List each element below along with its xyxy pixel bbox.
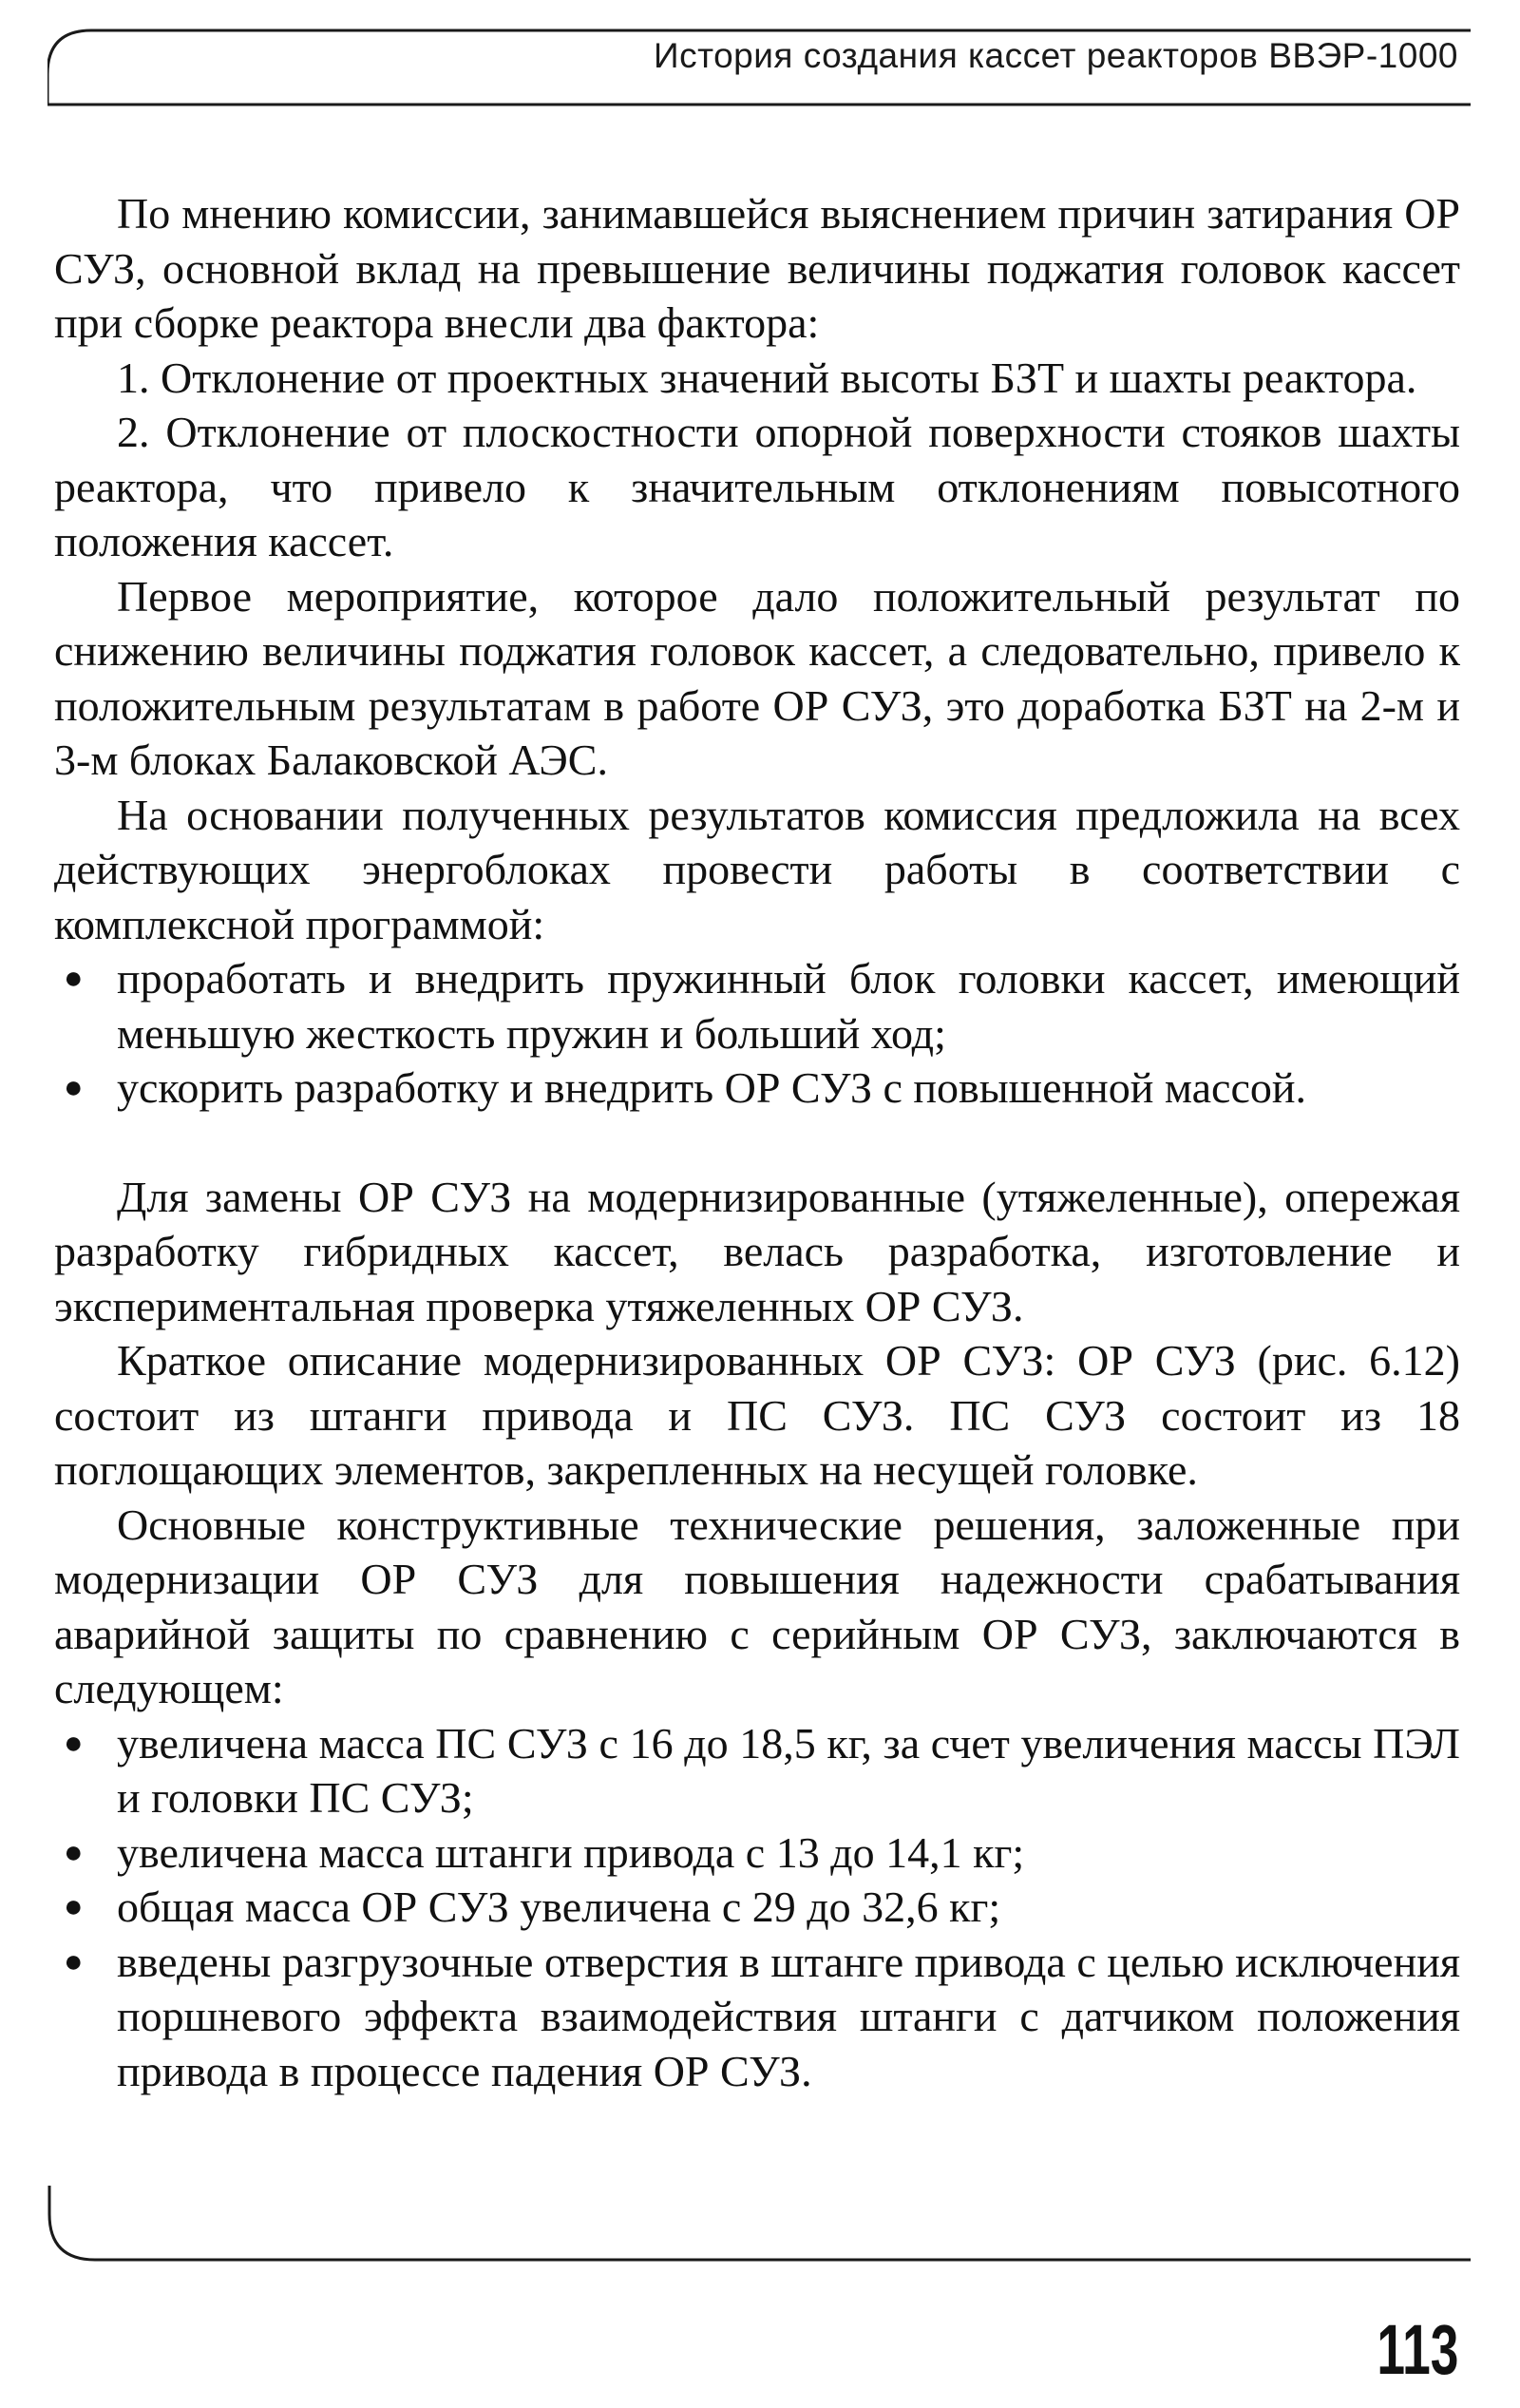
list-item: ● увеличена масса ПС СУЗ с 16 до 18,5 кг, за счет увеличения массы ПЭЛ и головки ПС СУЗ; (54, 1716, 1460, 1825)
list-item: ● проработать и внедрить пружинный блок головки кассет, имеющий меньшую жесткость пружин и больший ход; (54, 951, 1460, 1061)
page-body (54, 186, 1460, 2098)
running-header-title: История создания кассет реакторов ВВЭР-1000 (653, 36, 1458, 75)
bullet-icon: ● (64, 1834, 84, 1870)
list-item: ● введены разгрузочные отверстия в штанге привода с целью исключения поршневого эффекта взаимодействия штанги с датчиком положения привода в процессе падения ОР СУЗ. (54, 1935, 1460, 2099)
section-gap (54, 1116, 1460, 1170)
paragraph: По мнению комиссии, занимавшейся выяснением причин затирания ОР СУЗ, основной вклад на превышение величины поджатия головок кассет при сборке реактора внесли два фактора: (54, 189, 1460, 347)
page-number: 113 (1377, 2310, 1458, 2389)
paragraph: Первое мероприятие, которое дало положительный результат по снижению величины поджатия головок кассет, а следовательно, привело к положительным результатам в работе ОР СУЗ, это доработка БЗТ на 2-м и 3-м блоках Балаковской АЭС. (54, 571, 1460, 784)
paragraph-numbered: 2. Отклонение от плоскостности опорной поверхности стояков шахты реактора, что привело к значительным отклонениям повысотного положения кассет. (54, 408, 1460, 565)
list-item: ● увеличена масса штанги привода с 13 до 14,1 кг; (54, 1825, 1460, 1881)
bullet-icon: ● (64, 961, 84, 996)
paragraph-numbered: 1. Отклонение от проектных значений высоты БЗТ и шахты реактора. (117, 353, 1417, 402)
paragraph: На основании полученных результатов комиссия предложила на всех действующих энергоблоках провести работы в соответствии с комплексной программой: (54, 790, 1460, 948)
paragraph: Для замены ОР СУЗ на модернизированные (утяжеленные), опережая разработку гибридных кассет, велась разработка, изготовление и экспериментальная проверка утяжеленных ОР СУЗ. (54, 1172, 1460, 1330)
bullet-icon: ● (64, 1943, 84, 1979)
list-item: ● общая масса ОР СУЗ увеличена с 29 до 32,6 кг; (54, 1880, 1460, 1935)
bullet-icon: ● (64, 1725, 84, 1761)
bullet-list (54, 951, 1460, 1116)
paragraph: Основные конструктивные технические решения, заложенные при модернизации ОР СУЗ для повышения надежности срабатывания аварийной защиты по сравнению с серийным ОР СУЗ, заключаются в следующем: (54, 1500, 1460, 1712)
bullet-list (54, 1716, 1460, 2099)
bullet-icon: ● (64, 1070, 84, 1105)
footer-frame-line (48, 2186, 1472, 2271)
bullet-icon: ● (64, 1889, 84, 1924)
paragraph: Краткое описание модернизированных ОР СУЗ: ОР СУЗ (рис. 6.12) состоит из штанги привода и ПС СУЗ. ПС СУЗ состоит из 18 поглощающих элементов, закрепленных на несущей головке. (54, 1336, 1460, 1494)
list-item: ● ускорить разработку и внедрить ОР СУЗ с повышенной массой. (54, 1061, 1460, 1116)
